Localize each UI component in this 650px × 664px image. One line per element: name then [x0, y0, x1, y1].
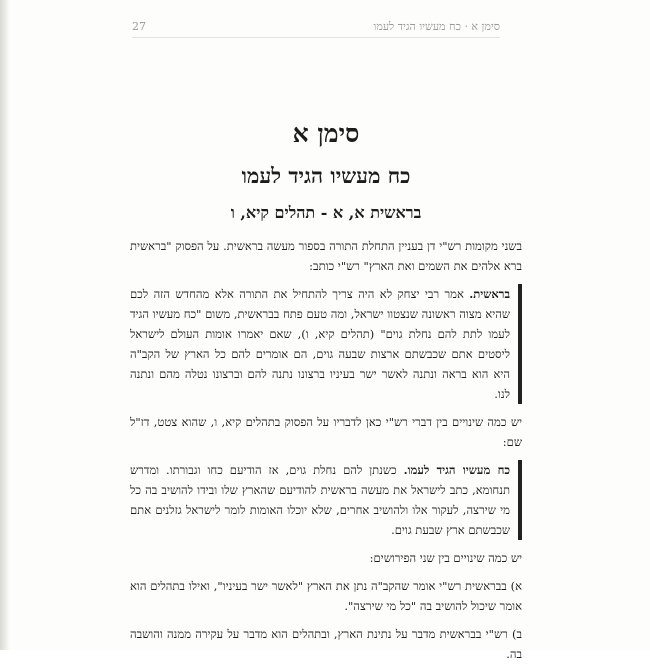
page-number: 27 — [132, 19, 146, 33]
rashi-lemma-tehillim: כח מעשיו הגיד לעמו. — [403, 463, 510, 477]
rashi-quote-tehillim — [130, 460, 522, 540]
running-header — [132, 18, 500, 38]
page-gutter-shadow — [0, 0, 10, 650]
difference-point-a: א) בבראשית רש"י אומר שהקב"ה נתן את הארץ "לאשר ישר בעיניו", ואילו בתהלים הוא אומר שיכול להושיב בה "כל מי שירצה". — [130, 579, 522, 613]
intro-paragraph: בשני מקומות רש"י דן בעניין התחלת התורה בספור מעשה בראשית. על הפסוק "בראשית ברא אלהים את השמים ואת הארץ" רש"י כותב: — [130, 239, 522, 273]
source-reference: בראשית א, א - תהלים קיא, ו — [230, 203, 422, 222]
main-content — [130, 118, 522, 664]
difference-point-b: ב) רש"י בבראשית מדבר על נתינת הארץ, ובתהלים הוא מדבר על עקירה ממנה והושבה בה. — [130, 627, 522, 661]
subject-heading: כח מעשיו הגיד לעמו — [241, 163, 411, 188]
rashi-quote-bereishit — [130, 284, 522, 404]
rashi-text-tehillim: כשנתן להם נחלת גוים, אז הודיעם כחו וגבורתו. ומדרש תנחומא, כתב לישראל את מעשה בראשית להודיעם שהארץ שלו ובידו להושיב בה כל מי שירצה, לעקור אלו ולהושיב אחרים, שלא יוכלו האומות לומר לישראל גזלנים אתם שכבשתם ארץ שבעת גוים. — [130, 463, 510, 537]
rashi-lemma-bereishit: בראשית. — [469, 287, 510, 301]
comparison-paragraph: יש כמה שינויים בין דברי רש"י כאן לדבריו על הפסוק בתהלים קיא, ו, שהוא צטט, דז"ל שם: — [130, 415, 522, 449]
running-title: סימן א · כח מעשיו הגיד לעמו — [373, 19, 500, 33]
differences-intro: יש כמה שינויים בין שני הפירושים: — [369, 551, 522, 565]
rashi-text-bereishit: אמר רבי יצחק לא היה צריך להתחיל את התורה אלא מהחדש הזה לכם שהיא מצוה ראשונה שנצטוו ישראל, ומה טעם פתח בבראשית, משום "כח מעשיו הגיד לעמו לתת להם נחלת גוים" (תהלים קיא, ו), שאם יאמרו אומות העולם לישראל ליסטים אתם שכבשתם ארצות שבעה גוים, הם אומרים להם כל הארץ של הקב"ה היא הוא בראה ונתנה לאשר ישר בעיניו ברצונו נתנה להם וברצונו נטלה מהם ונתנה לנו. — [130, 287, 510, 401]
siman-title: סימן א — [292, 119, 360, 148]
